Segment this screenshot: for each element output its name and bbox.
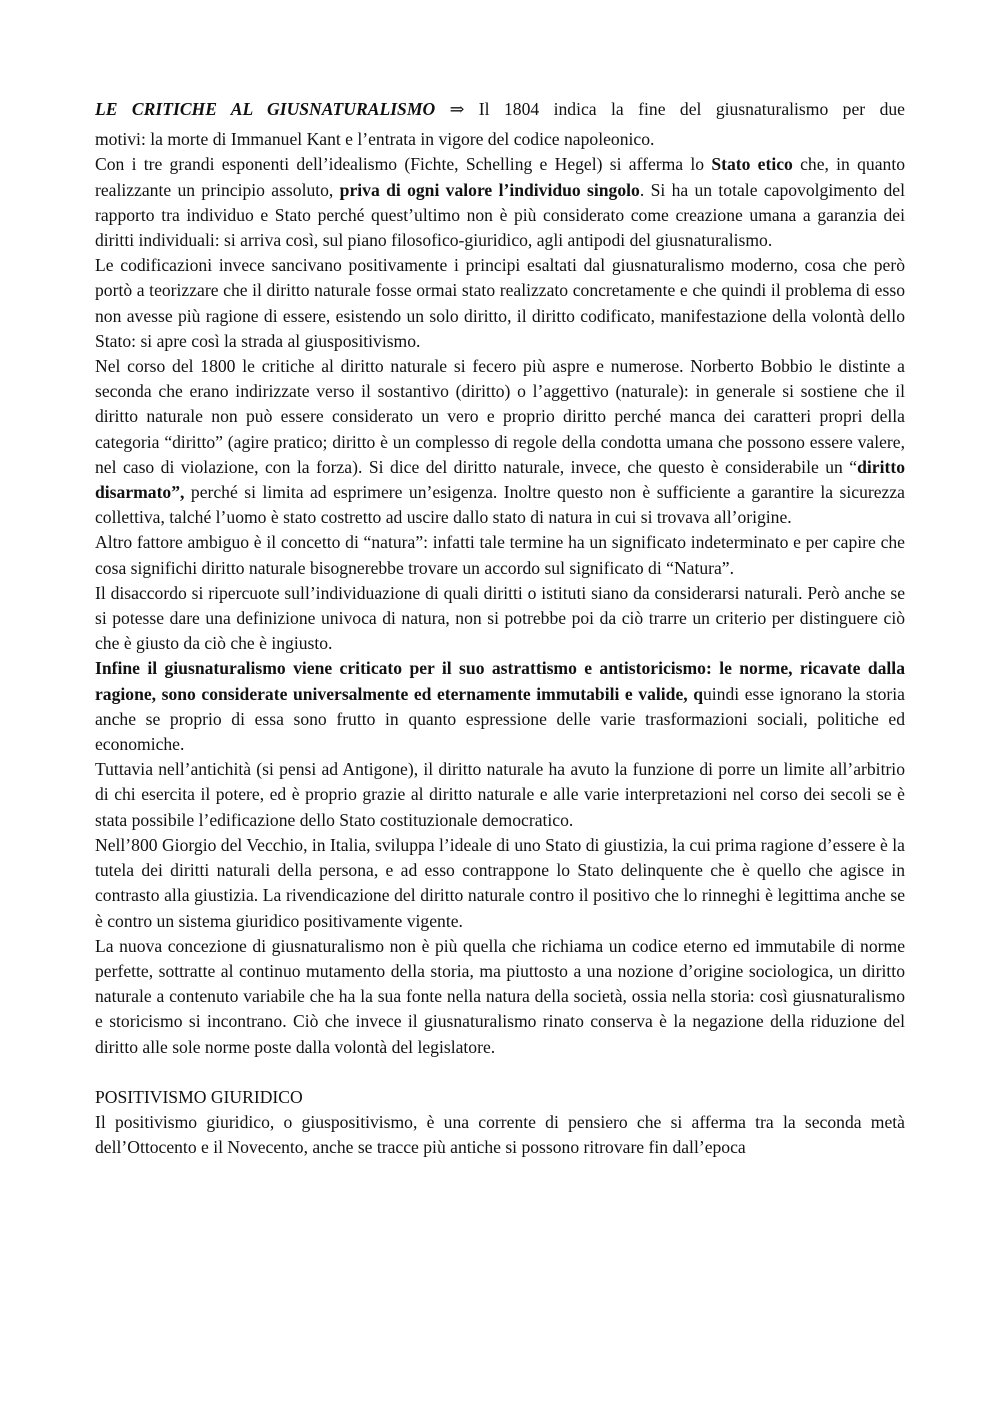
bold-text: Stato etico	[711, 154, 793, 175]
arrow-symbol: ⇒	[435, 99, 479, 119]
text-run: . Si ha un totale capovolgimento del rapporto tra individuo e Stato perché quest’ultimo non è più considerato come creazione umana a garanzia dei diritti individuali: si arriva così, sul piano filosofico-giuridico, agli antipodi del giusnaturalismo.	[95, 179, 906, 251]
text-run: Con i tre grandi esponenti dell’idealismo (Fichte, Schelling e Hegel) si afferma lo	[95, 154, 712, 175]
text-run: uindi esse ignorano la storia anche se proprio di essa sono frutto in quanto espressione delle varie trasformazioni sociali, politiche ed economiche.	[95, 683, 905, 755]
paragraph-codificazioni: Le codificazioni invece sancivano positivamente i principi esaltati dal giusnaturalismo moderno, cosa che però portò a teorizzare che il diritto naturale fosse ormai stato realizzato concretamente e che quindi il problema di esso non avesse più ragione di essere, esistendo un solo diritto, il diritto codificato, manifestazione della volontà dello Stato: si apre così la strada al giuspositivismo.	[95, 255, 905, 351]
paragraph-bobbio	[95, 354, 905, 530]
paragraph-stato-etico	[95, 152, 905, 253]
paragraph-del-vecchio: Nell’800 Giorgio del Vecchio, in Italia, sviluppa l’ideale di uno Stato di giustizia, la cui prima ragione d’essere è la tutela dei diritti naturali della persona, e ad esso contrappone lo Stato delinquente che è quello che agisce in contrasto alla giustizia. La rivendicazione del diritto naturale contro il positivo che lo rinneghi è legittima anche se è contro un sistema giuridico positivamente vigente.	[95, 834, 905, 931]
text-run: Nel corso del 1800 le critiche al diritto naturale si fecero più aspre e numerose. Norberto Bobbio le distinte a seconda che erano indirizzate verso il sostantivo (diritto) o l’aggettivo (naturale): in generale si sostiene che il diritto naturale non può essere considerato un vero e proprio diritto perché manca dei caratteri propri della categoria “diritto” (agire pratico; diritto è un complesso di regole della condotta umana che possono essere valere, nel caso di violazione, con la forza). Si dice del diritto naturale, invece, che questo è considerabile un “	[95, 356, 905, 477]
intro-first-line	[95, 97, 905, 122]
text-run: che, in quanto realizzante un principio assoluto,	[95, 154, 905, 200]
paragraph-antigone: Tuttavia nell’antichità (si pensi ad Antigone), il diritto naturale ha avuto la funzione di porre un limite all’arbitrio di chi esercita il potere, ed è proprio grazie al diritto naturale e alle varie interpretazioni nel corso dei secoli se è stata possibile l’edificazione dello Stato costituzionale democratico.	[95, 759, 905, 830]
text-run: perché si limita ad esprimere un’esigenza. Inoltre questo non è sufficiente a garantire la sicurezza collettiva, talché l’uomo è stato costretto ad uscire dallo stato di natura in cui si trovava all’origine.	[95, 482, 905, 528]
bold-text: Infine il giusnaturalismo viene criticato per il suo astrattismo e antistoricismo: le norme, ricavate dalla ragione, sono considerate universalmente ed eternamente immutabili e valide, q	[95, 658, 905, 704]
document-page	[95, 97, 905, 1160]
paragraph-astrattismo	[95, 656, 905, 757]
paragraph-intro	[95, 97, 905, 152]
paragraph-positivismo: Il positivismo giuridico, o giuspositivismo, è una corrente di pensiero che si afferma tra la seconda metà dell’Ottocento e il Novecento, anche se tracce più antiche si possono ritrovare fin dall’epoca	[95, 1111, 905, 1158]
section-heading-critiche: LE CRITICHE AL GIUSNATURALISMO	[95, 99, 436, 119]
intro-line1-text: Il 1804 indica la fine del giusnaturalismo per due	[478, 99, 905, 119]
section-heading-positivismo: POSITIVISMO GIURIDICO	[95, 1086, 303, 1107]
intro-line2-text: motivi: la morte di Immanuel Kant e l’entrata in vigore del codice napoleonico.	[95, 129, 655, 150]
bold-text: diritto disarmato”,	[95, 456, 905, 503]
bold-text: priva di ogni valore l’individuo singolo	[339, 179, 640, 200]
paragraph-nuova-concezione: La nuova concezione di giusnaturalismo non è più quella che richiama un codice eterno ed immutabile di norme perfette, sottratte al continuo mutamento della storia, ma piuttosto a una nozione d’origine sociologica, un diritto naturale a contenuto variabile che ha la sua fonte nella natura della società, ossia nella storia: così giusnaturalismo e storicismo si incontrano. Ciò che invece il giusnaturalismo rinato conserva è la negazione della riduzione del diritto alle sole norme poste dalla volontà del legislatore.	[95, 935, 905, 1057]
blank-line	[95, 1060, 905, 1085]
paragraph-natura: Altro fattore ambiguo è il concetto di “natura”: infatti tale termine ha un significato indeterminato e per capire che cosa significhi diritto naturale bisognerebbe trovare un accordo sul significato di “Natura”.	[95, 532, 905, 578]
paragraph-disaccordo: Il disaccordo si ripercuote sull’individuazione di quali diritti o istituti siano da considerarsi naturali. Però anche se si potesse dare una definizione univoca di natura, non si potrebbe poi da ciò trarre un criterio per distinguere ciò che è giusto da ciò che è ingiusto.	[95, 582, 905, 654]
